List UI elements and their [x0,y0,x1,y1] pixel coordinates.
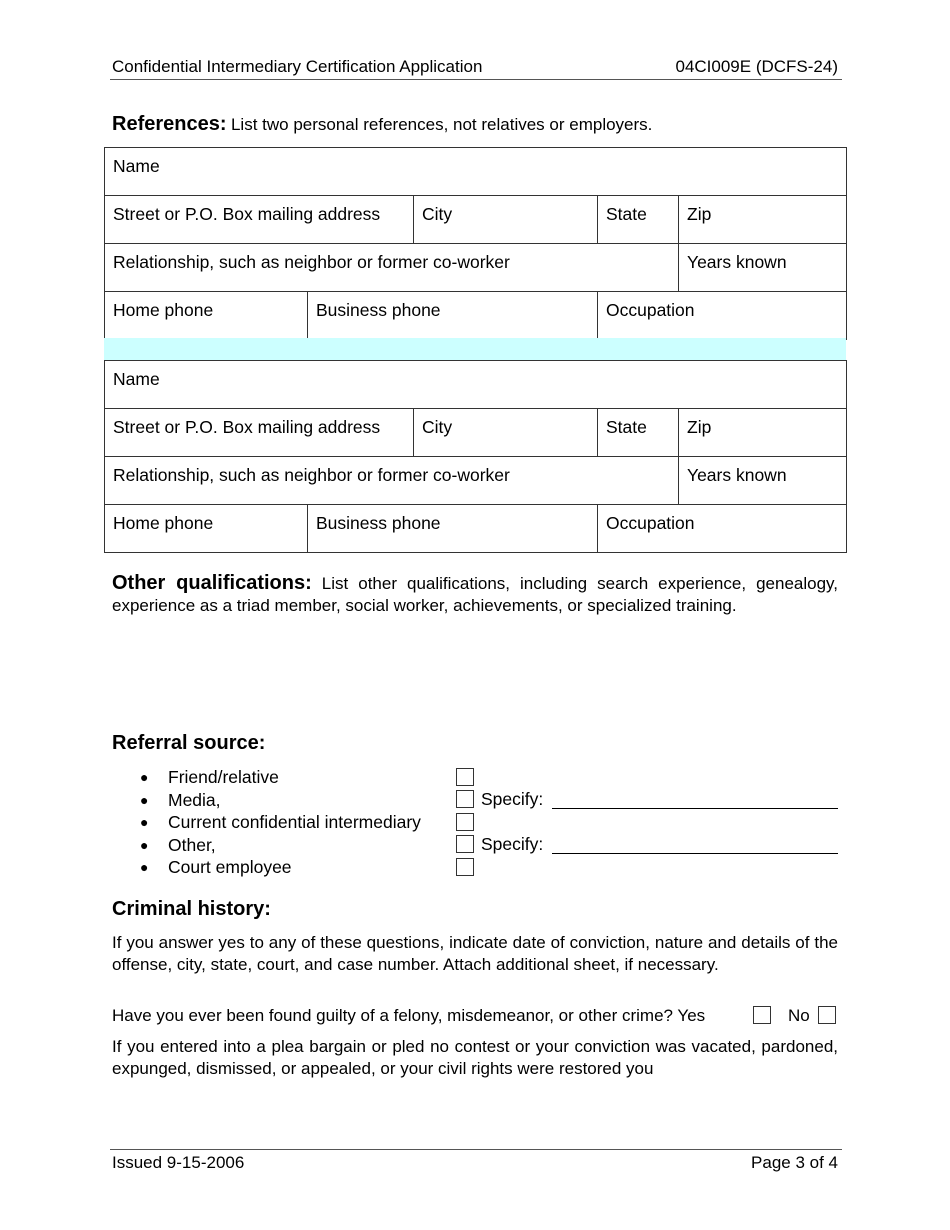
bullet-icon: ● [140,791,149,808]
ref1-state-field[interactable] [598,196,679,244]
ref1-relationship-label: Relationship, such as neighbor or former co-worker [113,252,510,272]
other-checkbox[interactable] [456,835,474,853]
felony-no-checkbox[interactable] [818,1006,836,1024]
ref1-home-phone-field[interactable] [105,292,308,340]
bullet-icon: ● [140,836,149,853]
ref2-address-label: Street or P.O. Box mailing address [113,417,381,437]
form-title: Confidential Intermediary Certification Application [112,57,483,76]
no-label: No [788,1006,810,1025]
ref2-name-field[interactable] [105,361,847,409]
other-qualifications-text: List other qualifications, including search experience, genealogy, experience as a triad member, social worker, achievements, or specialized training. [112,574,838,615]
referral-item-label: Media, [168,789,221,810]
ref1-name-field[interactable] [105,148,847,196]
ref2-home-phone-field[interactable] [105,505,308,553]
ref2-business-phone-label: Business phone [316,513,441,533]
referral-item-label: Other, [168,834,216,855]
ref2-occupation-field[interactable] [598,505,847,553]
ref2-occupation-label: Occupation [606,513,695,533]
ref2-address-field[interactable] [105,409,414,457]
ref2-years-known-field[interactable] [679,457,847,505]
ref2-city-label: City [422,417,453,437]
ref1-occupation-field[interactable] [598,292,847,340]
other-qualifications-block [112,572,838,617]
ref1-business-phone-field[interactable] [308,292,598,340]
ref1-zip-field[interactable] [679,196,847,244]
references-instruction: List two personal references, not relatives or employers. [230,115,653,134]
ref1-city-label: City [422,204,453,224]
ref2-zip-label: Zip [687,417,712,437]
other-specify-label: Specify: [481,834,544,854]
criminal-history-intro: If you answer yes to any of these questions, indicate date of conviction, nature and details of the offense, city, state, court, and case number. Attach additional sheet, if necessary. [112,933,838,974]
ref1-years-known-field[interactable] [679,244,847,292]
issued-date: Issued 9-15-2006 [112,1153,245,1172]
ref1-relationship-field[interactable] [105,244,679,292]
media-specify-label: Specify: [481,789,544,809]
ref1-address-label: Street or P.O. Box mailing address [113,204,381,224]
ref2-state-label: State [606,417,647,437]
other-qualifications-title: Other qualifications: [112,572,312,594]
ref1-zip-label: Zip [687,204,712,224]
felony-question: Have you ever been found guilty of a felony, misdemeanor, or other crime? [112,1006,673,1025]
ref1-name-label: Name [113,156,160,176]
other-qualifications-answer-area[interactable] [112,640,838,720]
ref2-city-field[interactable] [414,409,598,457]
yes-label: Yes [677,1006,706,1025]
ref2-name-label: Name [113,369,160,389]
ref2-home-phone-label: Home phone [113,513,214,533]
ref1-address-field[interactable] [105,196,414,244]
friend-relative-checkbox[interactable] [456,768,474,786]
page-number: Page 3 of 4 [751,1153,838,1172]
ref1-state-label: State [606,204,647,224]
referral-source-title: Referral source: [112,732,266,754]
ref2-relationship-field[interactable] [105,457,679,505]
bullet-icon: ● [140,769,149,785]
media-specify-input[interactable] [552,808,838,809]
bullet-icon: ● [140,859,149,876]
court-employee-checkbox[interactable] [456,858,474,876]
media-checkbox[interactable] [456,790,474,808]
ref2-business-phone-field[interactable] [308,505,598,553]
ref2-state-field[interactable] [598,409,679,457]
other-specify-input[interactable] [552,853,838,854]
references-title: References: [112,113,227,135]
current-ci-checkbox[interactable] [456,813,474,831]
referral-item-label: Friend/relative [168,767,279,787]
ref1-business-phone-label: Business phone [316,300,441,320]
reference-1-table [104,147,847,340]
felony-question-row [112,1006,838,1026]
plea-bargain-text: If you entered into a plea bargain or pled no contest or your conviction was vacated, pardoned, expunged, dismissed, or appealed, or your civil rights were restored you [112,1037,838,1078]
reference-separator-band [104,338,846,360]
form-code: 04CI009E (DCFS-24) [675,57,838,76]
ref2-zip-field[interactable] [679,409,847,457]
felony-yes-checkbox[interactable] [753,1006,771,1024]
footer-rule [110,1149,842,1150]
references-heading [112,113,652,136]
ref1-home-phone-label: Home phone [113,300,214,320]
bullet-icon: ● [140,814,149,831]
reference-2-table [104,360,847,553]
ref1-city-field[interactable] [414,196,598,244]
ref1-years-known-label: Years known [687,252,787,272]
ref2-relationship-label: Relationship, such as neighbor or former co-worker [113,465,510,485]
header-rule [110,79,842,80]
criminal-history-title: Criminal history: [112,898,271,920]
ref2-years-known-label: Years known [687,465,787,485]
referral-item-label: Current confidential intermediary [168,812,421,833]
referral-item-label: Court employee [168,857,292,878]
ref1-occupation-label: Occupation [606,300,695,320]
